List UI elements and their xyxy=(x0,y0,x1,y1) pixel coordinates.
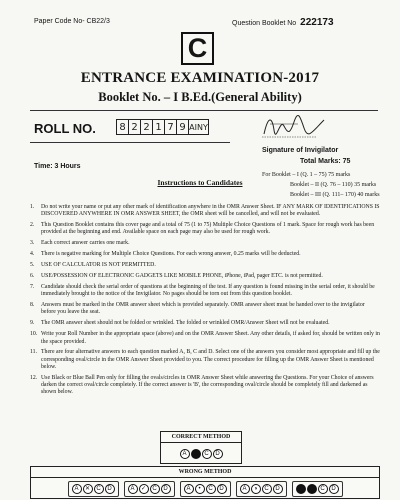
roll-digit-box[interactable]: 2 xyxy=(140,119,153,135)
bubble-d: D xyxy=(329,484,339,494)
half-fill-icon: ◑ xyxy=(251,484,261,494)
paper-code: Paper Code No- CB22/3 xyxy=(34,18,110,25)
invigilator-signature-image xyxy=(258,112,328,140)
booklet-marks-line: Booklet – II (Q. 76 – 110) 35 marks xyxy=(290,182,377,188)
instruction-item: 4. There is negative marking for Multiple Choice Questions. For each wrong answer, 0.25 marks will be deducted. xyxy=(30,251,301,258)
instruction-item: 11. There are four alternative answers to each question marked A, B, C and D. Select one of the answers you consider most appropriate and fill up the corresponding oval/circle in the OMR Answer Sheet provided to you. The correct procedure for filling up the OMR Answer Sheet is mentioned below. xyxy=(30,349,380,370)
bubble-c: C xyxy=(150,484,160,494)
divider xyxy=(30,110,378,111)
question-booklet-value: 222173 xyxy=(300,17,334,28)
bubble-a: A xyxy=(180,449,190,459)
instruction-item: 5. USE OF CALCULATOR IS NOT PERMITTED. xyxy=(30,262,156,269)
roll-digit-box[interactable]: 7 xyxy=(164,119,177,135)
wrong-example-half xyxy=(236,481,287,497)
exam-title: ENTRANCE EXAMINATION-2017 xyxy=(80,70,320,86)
booklet-marks-line: Booklet – III (Q. 111– 170) 40 marks xyxy=(290,192,380,198)
bubble-c: C xyxy=(94,484,104,494)
bubble-a: A xyxy=(184,484,194,494)
bubble-d: D xyxy=(105,484,115,494)
booklet-subtitle: Booklet No. – I B.Ed.(General Ability) xyxy=(98,90,302,104)
invigilator-signature-label: Signature of Invigilator xyxy=(262,147,339,154)
question-booklet-label: Question Booklet No xyxy=(232,20,297,27)
instruction-item: 7. Candidate should check the serial order of questions at the beginning of the test. If any question is found missing in the serial order, it should be immediately brought to the notice of the Invigilator. No pages should be torn out from this question booklet. xyxy=(30,283,375,298)
divider xyxy=(30,142,230,143)
bubble-a: A xyxy=(72,484,82,494)
total-marks: Total Marks: 75 xyxy=(300,158,351,165)
question-booklet-number xyxy=(232,17,334,28)
bubble-c: C xyxy=(262,484,272,494)
wrong-example-multi xyxy=(292,481,343,497)
correct-method-title: CORRECT METHOD xyxy=(161,432,241,443)
bubble-a: A xyxy=(240,484,250,494)
instruction-item: 3. Each correct answer carries one mark. xyxy=(30,240,130,247)
wrong-example-tick xyxy=(124,481,175,497)
instruction-item: 9. The OMR answer sheet should not be folded or wrinkled. The folded or wrinkled OMR/Answer Sheet will not be evaluated. xyxy=(30,320,330,327)
bubble-a-filled xyxy=(296,484,306,494)
bubble-d: D xyxy=(217,484,227,494)
wrong-method-box xyxy=(30,466,380,499)
tick-mark-icon: ✓ xyxy=(139,484,149,494)
dot-mark-icon: • xyxy=(195,484,205,494)
roll-digit-box[interactable]: 8 xyxy=(116,119,129,135)
instruction-item: 10. Write your Roll Number in the appropriate space (above) and on the OMR Answer Sheet. Any other details, if asked for, should be written only in the space provided. xyxy=(30,331,380,345)
instructions-heading: Instructions to Candidates xyxy=(157,178,243,187)
roll-digit-box[interactable]: AINY xyxy=(188,119,209,135)
correct-method-bubbles xyxy=(161,443,241,464)
bubble-d: D xyxy=(161,484,171,494)
wrong-example-dot xyxy=(180,481,231,497)
exam-time: Time: 3 Hours xyxy=(34,163,81,170)
instruction-item: 12. Use Black or Blue Ball Pen only for filling the ovals/circles in OMR Answer Sheet while answering the Questions. For your Choice of answers darken the correct oval/circle completely. If the correct answer is 'B', the corresponding oval/circle should be completely fill and darkened as shown below. xyxy=(30,374,374,396)
bubble-b-filled xyxy=(191,449,201,459)
roll-digit-box[interactable]: 9 xyxy=(176,119,189,135)
bubble-c: C xyxy=(206,484,216,494)
wrong-method-title: WRONG METHOD xyxy=(31,467,379,478)
booklet-marks-line: For Booklet – I (Q. 1 – 75) 75 marks xyxy=(262,172,351,178)
bubble-c: C xyxy=(202,449,212,459)
bubble-d: D xyxy=(213,449,223,459)
instruction-item: 2. This Question Booklet contains this cover page and a total of 75 (1 to 75) Multiple Choice Questions of 1 mark. Space for rough work has been provided at the beginning and end. Available space on each page may also be used for rough work. xyxy=(30,222,375,236)
instructions-list xyxy=(30,204,380,400)
instruction-item: 6. USE/POSSESSION OF ELECTRONIC GADGETS LIKE MOBILE PHONE, iPhone, iPad, pager ETC. is not permitted. xyxy=(30,273,323,280)
wrong-example-cross xyxy=(68,481,119,497)
bubble-a: A xyxy=(128,484,138,494)
booklet-series-letter: C xyxy=(181,32,214,65)
instruction-item: 1. Do not write your name or put any other mark of identification anywhere in the OMR Answer Sheet. IF ANY MARK OF IDENTIFICATIONS IS DISCOVERED ANYWHERE IN OMR ANSWER SHEET, the OMR sheet will be cancelled, and will not be evaluated. xyxy=(30,204,380,218)
bubble-d: D xyxy=(273,484,283,494)
roll-number-boxes[interactable] xyxy=(116,119,208,135)
roll-digit-box[interactable]: 1 xyxy=(152,119,165,135)
roll-digit-box[interactable]: 2 xyxy=(128,119,141,135)
cross-mark-icon: ✕ xyxy=(83,484,93,494)
roll-number-label: ROLL NO. xyxy=(34,121,96,136)
instruction-item: 8. Answers must be marked in the OMR answer sheet which is provided separately. OMR answer sheet must be handed over to the invigilator before you leave the seat. xyxy=(30,302,365,316)
bubble-c: C xyxy=(318,484,328,494)
wrong-method-bubbles xyxy=(31,478,379,500)
bubble-b-filled xyxy=(307,484,317,494)
correct-method-box xyxy=(160,431,242,464)
